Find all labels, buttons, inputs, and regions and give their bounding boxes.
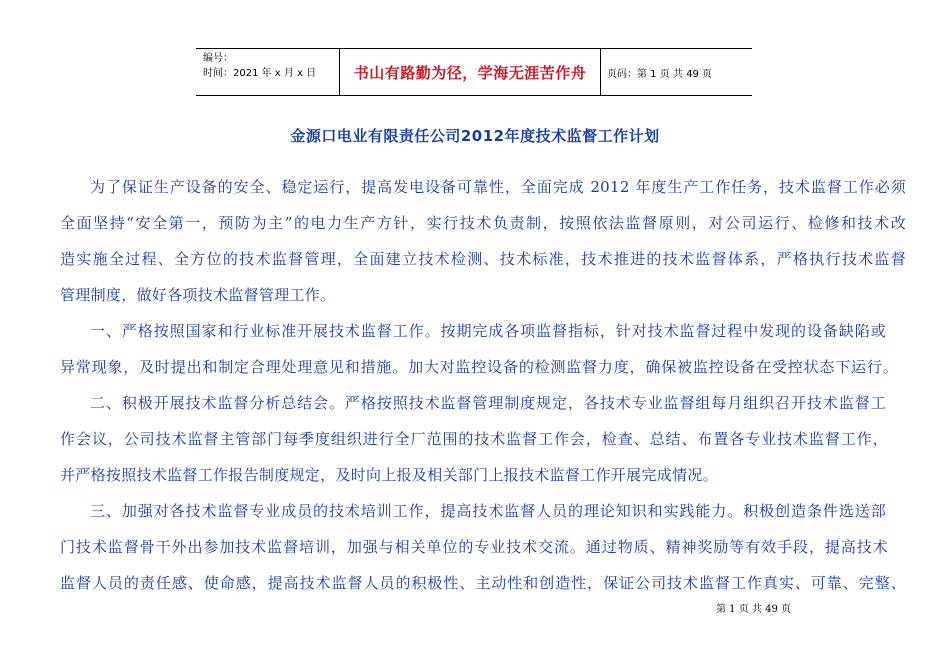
time-label: 时间：2021 年 x 月 x 日 xyxy=(203,68,317,79)
paragraph-line: 异常现象，及时提出和制定合理处理意见和措施。加大对监控设备的检测监督力度，确保被监控设备在受控状态下运行。 xyxy=(60,358,898,376)
paragraph-line: 全面坚持“安全第一，预防为主”的电力生产方针，实行技术负责制，按照依法监督原则，对公司运行、检修和技术改 xyxy=(60,214,906,232)
paragraph-line: 作会议，公司技术监督主管部门每季度组织进行全厂范围的技术监督工作会，检查、总结、布置各专业技术监督工作， xyxy=(60,430,888,448)
motto: 书山有路勤为径，学海无涯苦作舟 xyxy=(340,49,601,95)
paragraph-line: 监督人员的责任感、使命感，提高技术监督人员的积极性、主动性和创造性，保证公司技术监督工作真实、可靠、完整、 xyxy=(60,574,906,592)
paragraph-line: 造实施全过程、全方位的技术监督管理，全面建立技术检测、技术标准，技术推进的技术监督体系，严格执行技术监督 xyxy=(60,250,906,268)
paragraph-line: 门技术监督骨干外出参加技术监督培训，加强与相关单位的专业技术交流。通过物质、精神奖励等有效手段，提高技术 xyxy=(60,538,888,556)
document-title: 金源口电业有限责任公司2012年度技术监督工作计划 xyxy=(290,127,660,145)
paragraph-line: 三、加强对各技术监督专业成员的技术培训工作，提高技术监督人员的理论知识和实践能力。积极创造条件选送部 xyxy=(90,502,886,520)
paragraph-line: 一、严格按照国家和行业标准开展技术监督工作。按期完成各项监督指标，针对技术监督过程中发现的设备缺陷或 xyxy=(90,322,886,340)
page-footer: 第 1 页 共 49 页 xyxy=(716,604,791,615)
paragraph-line: 管理制度，做好各项技术监督管理工作。 xyxy=(60,286,336,304)
header-meta-cell xyxy=(196,49,340,95)
page-label: 页码：第 1 页 共 49 页 xyxy=(607,68,712,80)
number-label: 编号： xyxy=(203,53,233,64)
paragraph-line: 并严格按照技术监督工作报告制度规定，及时向上报及相关部门上报技术监督工作开展完成情况。 xyxy=(60,466,718,484)
header-table xyxy=(196,48,752,96)
paragraph-line: 二、积极开展技术监督分析总结会。严格按照技术监督管理制度规定，各技术专业监督组每月组织召开技术监督工 xyxy=(90,394,886,412)
paragraph-line: 为了保证生产设备的安全、稳定运行，提高发电设备可靠性，全面完成 2012 年度生产工作任务，技术监督工作必须 xyxy=(90,178,906,196)
